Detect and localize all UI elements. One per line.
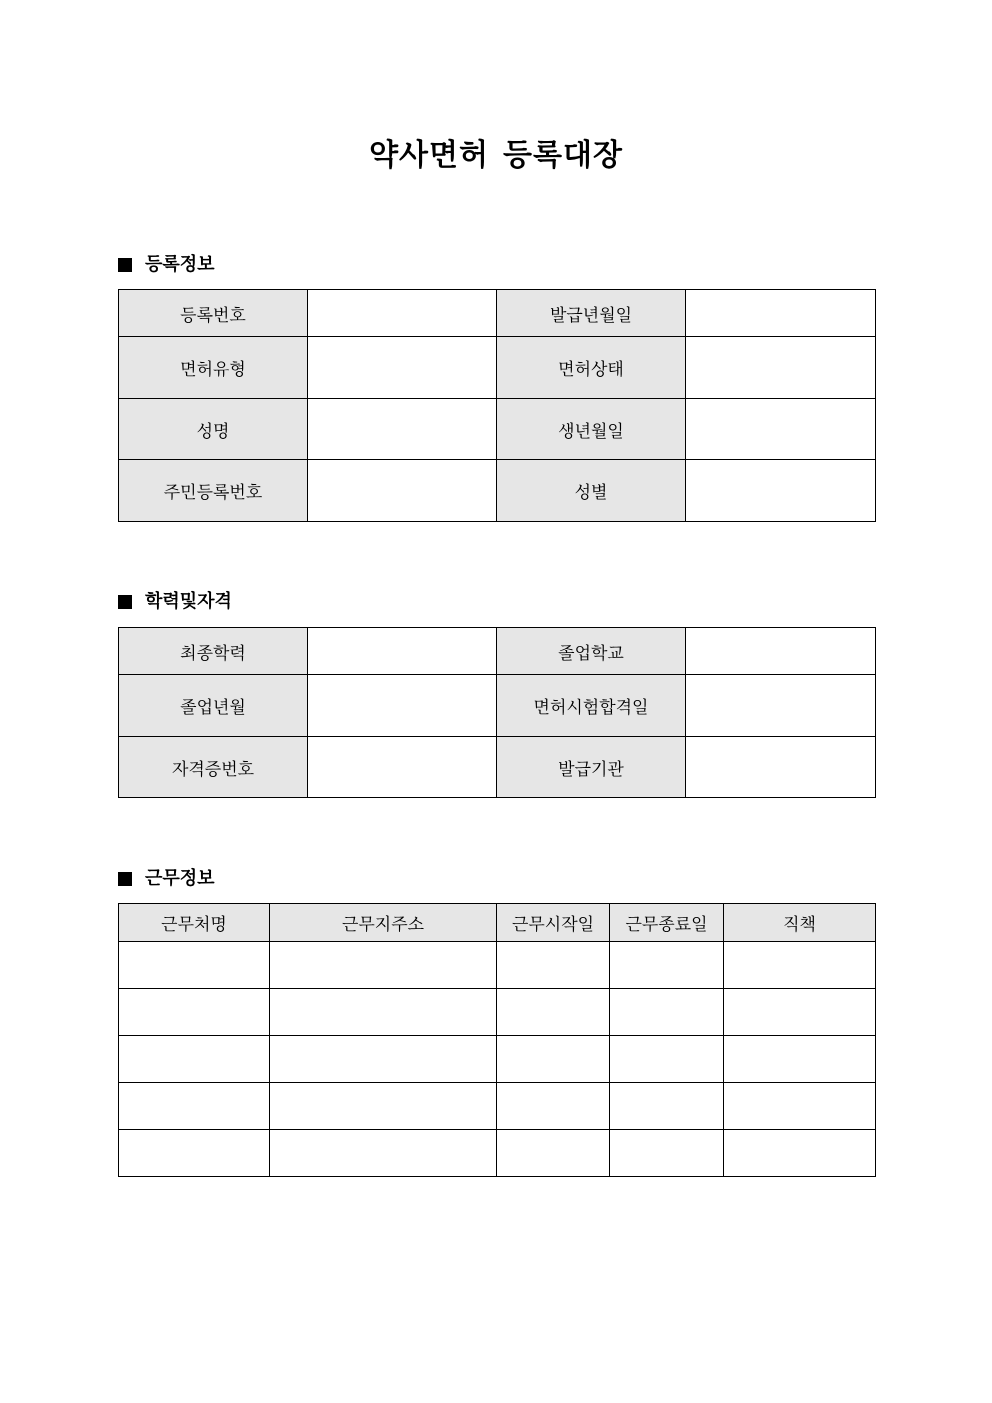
- start-date-cell[interactable]: [497, 942, 610, 989]
- square-bullet-icon: [118, 258, 132, 272]
- start-date-cell[interactable]: [497, 1083, 610, 1130]
- field-label: 등록번호: [119, 290, 308, 337]
- field-label: 면허시험합격일: [497, 675, 686, 737]
- table-row: [119, 337, 876, 399]
- section-heading-label: 학력및자격: [145, 591, 232, 612]
- address-cell[interactable]: [270, 1036, 497, 1083]
- position-cell[interactable]: [724, 1083, 876, 1130]
- table-header-row: [119, 904, 876, 942]
- table-row: [119, 989, 876, 1036]
- start-date-cell[interactable]: [497, 1036, 610, 1083]
- field-label: 발급년월일: [497, 290, 686, 337]
- education-table: [118, 627, 876, 798]
- table-row: [119, 290, 876, 337]
- issue-date-field[interactable]: [686, 290, 876, 337]
- square-bullet-icon: [118, 872, 132, 886]
- workplace-cell[interactable]: [119, 1083, 270, 1130]
- end-date-cell[interactable]: [610, 1083, 724, 1130]
- end-date-cell[interactable]: [610, 1130, 724, 1177]
- section-heading-registration: [118, 253, 215, 277]
- column-header-workplace: 근무처명: [119, 904, 270, 942]
- column-header-start-date: 근무시작일: [497, 904, 610, 942]
- position-cell[interactable]: [724, 942, 876, 989]
- table-row: [119, 399, 876, 460]
- position-cell[interactable]: [724, 989, 876, 1036]
- final-education-field[interactable]: [308, 628, 497, 675]
- graduated-school-field[interactable]: [686, 628, 876, 675]
- end-date-cell[interactable]: [610, 989, 724, 1036]
- field-label: 성명: [119, 399, 308, 460]
- table-row: [119, 737, 876, 798]
- position-cell[interactable]: [724, 1036, 876, 1083]
- document-title: [0, 136, 992, 176]
- table-row: [119, 460, 876, 522]
- field-label: 발급기관: [497, 737, 686, 798]
- field-label: 최종학력: [119, 628, 308, 675]
- workplace-cell[interactable]: [119, 1130, 270, 1177]
- issuing-agency-field[interactable]: [686, 737, 876, 798]
- table-row: [119, 628, 876, 675]
- workplace-cell[interactable]: [119, 942, 270, 989]
- employment-table: [118, 903, 876, 1177]
- section-heading-label: 근무정보: [145, 868, 215, 889]
- field-label: 면허유형: [119, 337, 308, 399]
- address-cell[interactable]: [270, 942, 497, 989]
- table-row: [119, 1083, 876, 1130]
- field-label: 성별: [497, 460, 686, 522]
- field-label: 주민등록번호: [119, 460, 308, 522]
- field-label: 졸업년월: [119, 675, 308, 737]
- workplace-cell[interactable]: [119, 1036, 270, 1083]
- license-status-field[interactable]: [686, 337, 876, 399]
- column-header-end-date: 근무종료일: [610, 904, 724, 942]
- square-bullet-icon: [118, 595, 132, 609]
- document-title-part1: 약사면허: [369, 138, 489, 173]
- section-heading-education: [118, 590, 232, 614]
- license-type-field[interactable]: [308, 337, 497, 399]
- start-date-cell[interactable]: [497, 989, 610, 1036]
- end-date-cell[interactable]: [610, 1036, 724, 1083]
- registration-number-field[interactable]: [308, 290, 497, 337]
- column-header-address: 근무지주소: [270, 904, 497, 942]
- field-label: 생년월일: [497, 399, 686, 460]
- section-heading-label: 등록정보: [145, 254, 215, 275]
- certificate-number-field[interactable]: [308, 737, 497, 798]
- registration-table: [118, 289, 876, 522]
- table-row: [119, 942, 876, 989]
- resident-number-field[interactable]: [308, 460, 497, 522]
- table-row: [119, 675, 876, 737]
- address-cell[interactable]: [270, 1130, 497, 1177]
- field-label: 졸업학교: [497, 628, 686, 675]
- gender-field[interactable]: [686, 460, 876, 522]
- birth-date-field[interactable]: [686, 399, 876, 460]
- table-row: [119, 1130, 876, 1177]
- table-row: [119, 1036, 876, 1083]
- exam-pass-date-field[interactable]: [686, 675, 876, 737]
- position-cell[interactable]: [724, 1130, 876, 1177]
- address-cell[interactable]: [270, 1083, 497, 1130]
- graduation-date-field[interactable]: [308, 675, 497, 737]
- column-header-position: 직책: [724, 904, 876, 942]
- end-date-cell[interactable]: [610, 942, 724, 989]
- start-date-cell[interactable]: [497, 1130, 610, 1177]
- workplace-cell[interactable]: [119, 989, 270, 1036]
- document-title-part2: 등록대장: [503, 138, 623, 173]
- field-label: 면허상태: [497, 337, 686, 399]
- name-field[interactable]: [308, 399, 497, 460]
- address-cell[interactable]: [270, 989, 497, 1036]
- field-label: 자격증번호: [119, 737, 308, 798]
- section-heading-employment: [118, 867, 215, 891]
